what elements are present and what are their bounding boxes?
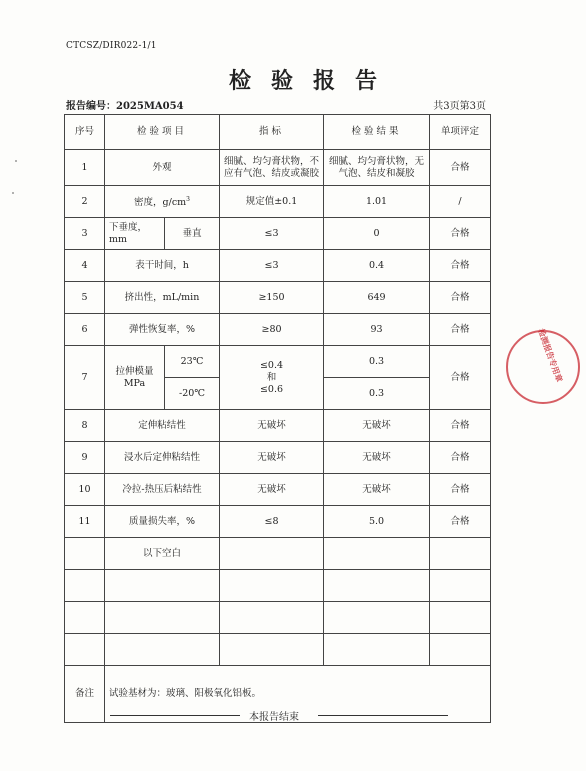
row-rating: 合格: [430, 218, 491, 250]
row-no: 1: [65, 150, 105, 186]
row-subitem: 垂直: [165, 218, 220, 250]
row-item: 浸水后定伸粘结性: [105, 442, 220, 474]
divider-right: [318, 715, 448, 716]
row-spec: 无破坏: [220, 410, 324, 442]
row-spec: ≥150: [220, 282, 324, 314]
row-result: 0: [324, 218, 430, 250]
row-rating: 合格: [430, 250, 491, 282]
row-no: 9: [65, 442, 105, 474]
row-result: 649: [324, 282, 430, 314]
table-row: [65, 150, 491, 186]
row-item: 冷拉-热压后粘结性: [105, 474, 220, 506]
row-rating: 合格: [430, 150, 491, 186]
document-code: CTCSZ/DIR022-1/1: [66, 41, 157, 51]
table-row: [65, 474, 491, 506]
table-row: [65, 602, 491, 634]
row-result: 93: [324, 314, 430, 346]
test-results-table: [64, 114, 491, 723]
row-spec: ≤3: [220, 218, 324, 250]
row-item: 表干时间，h: [105, 250, 220, 282]
row-item: 密度，$g/cm^3$: [105, 186, 220, 218]
row-item: 外观: [105, 150, 220, 186]
row-rating: 合格: [430, 474, 491, 506]
row-no: 4: [65, 250, 105, 282]
row-item: 定伸粘结性: [105, 410, 220, 442]
row-result: 0.4: [324, 250, 430, 282]
row-spec: ≤0.4 和 ≤0.6: [220, 346, 324, 410]
table-row: [65, 186, 491, 218]
row-result: 5.0: [324, 506, 430, 538]
row-item: 质量损失率，%: [105, 506, 220, 538]
table-row: [65, 570, 491, 602]
row-item: 拉伸模量 MPa: [105, 346, 165, 410]
row-no: 3: [65, 218, 105, 250]
row-rating: /: [430, 186, 491, 218]
row-result: 1.01: [324, 186, 430, 218]
row-item: 弹性恢复率，%: [105, 314, 220, 346]
row-spec: ≤8: [220, 506, 324, 538]
note-label: 备注: [65, 666, 105, 723]
row-no: 8: [65, 410, 105, 442]
table-row: [65, 218, 491, 250]
row-spec: ≤3: [220, 250, 324, 282]
row-spec: 细腻、均匀膏状物，不应有气泡、结皮或凝胶: [220, 150, 324, 186]
row-subitem: 23℃: [165, 346, 220, 378]
row-rating: 合格: [430, 346, 491, 410]
table-row: [65, 634, 491, 666]
table-row: [65, 314, 491, 346]
row-result: 0.3: [324, 378, 430, 410]
row-no: 6: [65, 314, 105, 346]
row-spec: 规定值±0.1: [220, 186, 324, 218]
table-row: [65, 442, 491, 474]
table-row: [65, 506, 491, 538]
row-spec: 无破坏: [220, 442, 324, 474]
header-item: 检验项目: [105, 115, 220, 150]
row-result: 细腻、均匀膏状物，无气泡、结皮和凝胶: [324, 150, 430, 186]
row-rating: 合格: [430, 410, 491, 442]
row-result: 0.3: [324, 346, 430, 378]
row-no: 2: [65, 186, 105, 218]
row-result: 无破坏: [324, 410, 430, 442]
table-row: [65, 346, 491, 378]
official-seal-stamp: 检测报告专用章: [506, 330, 580, 404]
header-rating: 单项评定: [430, 115, 491, 150]
blank-notice: 以下空白: [105, 538, 220, 570]
row-item: 下垂度，mm: [105, 218, 165, 250]
header-no: 序号: [65, 115, 105, 150]
note-text: 试验基材为：玻璃、阳极氧化铝板。: [105, 666, 491, 723]
row-no: 7: [65, 346, 105, 410]
row-spec: 无破坏: [220, 474, 324, 506]
report-end-text: 本报告结束: [249, 712, 299, 723]
row-item: 挤出性，mL/min: [105, 282, 220, 314]
page-info: 共3页第3页: [433, 101, 486, 112]
header-result: 检验结果: [324, 115, 430, 150]
table-row: [65, 250, 491, 282]
report-number: 报告编号：2025MA054: [66, 101, 184, 112]
table-row: [65, 282, 491, 314]
report-title: 检验报告: [228, 68, 397, 94]
table-row: [65, 538, 491, 570]
table-header-row: [65, 115, 491, 150]
row-rating: 合格: [430, 442, 491, 474]
row-subitem: -20℃: [165, 378, 220, 410]
header-spec: 指标: [220, 115, 324, 150]
row-spec: ≥80: [220, 314, 324, 346]
divider-left: [110, 715, 240, 716]
row-no: 5: [65, 282, 105, 314]
row-result: 无破坏: [324, 442, 430, 474]
row-no: 11: [65, 506, 105, 538]
row-rating: 合格: [430, 314, 491, 346]
table-row: [65, 410, 491, 442]
row-rating: 合格: [430, 282, 491, 314]
row-no: 10: [65, 474, 105, 506]
row-rating: 合格: [430, 506, 491, 538]
row-result: 无破坏: [324, 474, 430, 506]
